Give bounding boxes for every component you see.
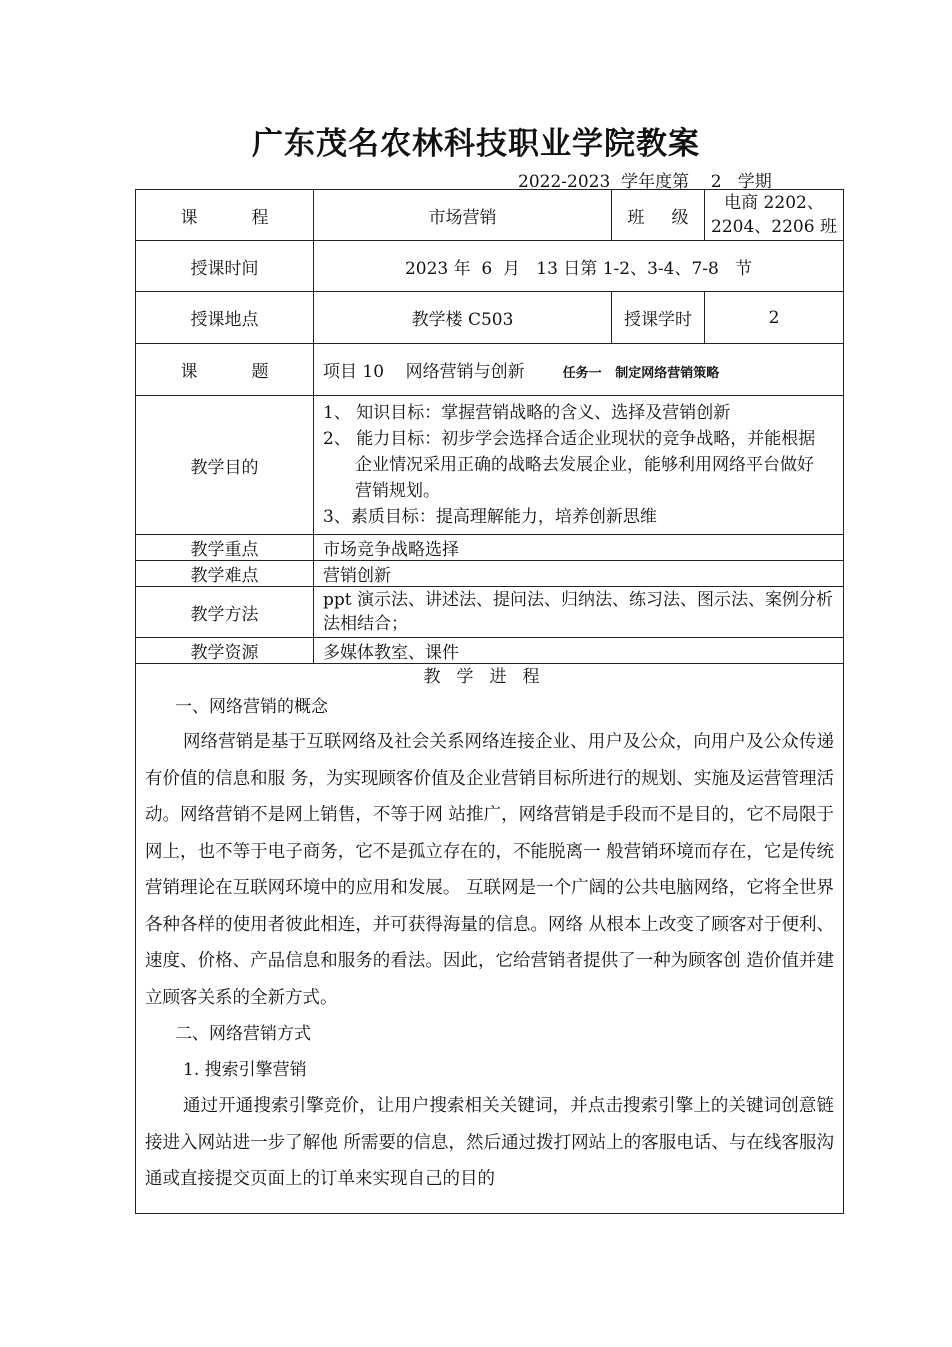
process-cell [136, 664, 844, 1214]
semester-line: 2022-2023 学年度第 2 学期 [518, 172, 772, 192]
class-label: 班 级 [612, 190, 705, 241]
course-value: 市场营销 [314, 190, 612, 241]
row-resource [136, 638, 844, 664]
section2-title: 二、网络营销方式 [175, 1024, 311, 1044]
goal-cell [314, 396, 844, 535]
resource-value: 多媒体教室、课件 [314, 638, 844, 664]
hours-value: 2 [705, 292, 844, 344]
subsection1-paragraph: 通过开通搜索引擎竞价，让用户搜索相关关键词，并点击搜索引擎上的关键词创意链接进入网站进一步了解他 所需要的信息，然后通过拨打网站上的客服电话、与在线客服沟通或直接提交页面上的订单来实现自己的目的 [145, 1096, 834, 1189]
process-heading: 教学进程 [423, 667, 556, 687]
goal-1: 1、 知识目标：掌握营销战略的含义、选择及营销创新 [323, 403, 731, 423]
goal-2-line1: 2、 能力目标：初步学会选择合适企业现状的竞争战略，并能根据 [323, 429, 816, 449]
row-topic [136, 344, 844, 396]
time-value: 2023 年 6 月 13 日第 1-2、3-4、7-8 节 [314, 241, 844, 292]
goal-label: 教学目的 [136, 396, 314, 535]
place-label: 授课地点 [136, 292, 314, 344]
focus-label: 教学重点 [136, 535, 314, 561]
focus-value: 市场竞争战略选择 [314, 535, 844, 561]
method-value: ppt 演示法、讲述法、提问法、归纳法、练习法、图示法、案例分析法相结合； [314, 587, 844, 638]
class-value-line2: 2204、2206 班 [711, 217, 837, 237]
place-value: 教学楼 C503 [314, 292, 612, 344]
topic-cell [314, 344, 844, 396]
difficulty-value: 营销创新 [314, 561, 844, 587]
goal-2-line2: 企业情况采用正确的战略去发展企业，能够利用网络平台做好 [355, 455, 814, 475]
subsection1-title: 1. 搜索引擎营销 [183, 1060, 307, 1080]
topic-value: 项目 10 网络营销与创新 [323, 362, 525, 382]
row-course [136, 190, 844, 241]
method-label: 教学方法 [136, 587, 314, 638]
hours-label: 授课学时 [612, 292, 705, 344]
topic-label: 课 题 [136, 344, 314, 396]
row-process [136, 664, 844, 1214]
section1-paragraph: 网络营销是基于互联网络及社会关系网络连接企业、用户及公众，向用户及公众传递有价值的信息和服 务，为实现顾客价值及企业营销目标所进行的规划、实施及运营管理活动。网络营销不是网上销售，不等于网 站推广，网络营销是手段而不是目的，它不局限于网上，也不等于电子商务，它不是孤立存在的，不能脱离一 般营销环境而存在，它是传统营销理论在互联网环境中的应用和发展。 互联网是一个广阔的公共电脑网络，它将全世界各种各样的使用者彼此相连，并可获得海量的信息。网络 从根本上改变了顾客对于便利、速度、价格、产品信息和服务的看法。因此，它给营销者提供了一种为顾客创 造价值并建立顾客关系的全新方式。 [145, 732, 834, 1008]
lesson-plan-table [135, 189, 844, 1214]
resource-label: 教学资源 [136, 638, 314, 664]
goal-3: 3、素质目标：提高理解能力，培养创新思维 [323, 507, 657, 527]
row-place [136, 292, 844, 344]
time-label: 授课时间 [136, 241, 314, 292]
row-focus [136, 535, 844, 561]
row-method [136, 587, 844, 638]
row-difficulty [136, 561, 844, 587]
course-label: 课 程 [136, 190, 314, 241]
document-title: 广东茂名农林科技职业学院教案 [252, 126, 700, 162]
row-time [136, 241, 844, 292]
class-value-line1: 电商 2202、 [724, 193, 824, 213]
row-goals [136, 396, 844, 535]
section1-title: 一、网络营销的概念 [175, 697, 328, 717]
topic-task: 任务一 制定网络营销策略 [562, 366, 720, 381]
goal-2-line3: 营销规划。 [355, 481, 440, 501]
difficulty-label: 教学难点 [136, 561, 314, 587]
class-value [705, 190, 844, 241]
